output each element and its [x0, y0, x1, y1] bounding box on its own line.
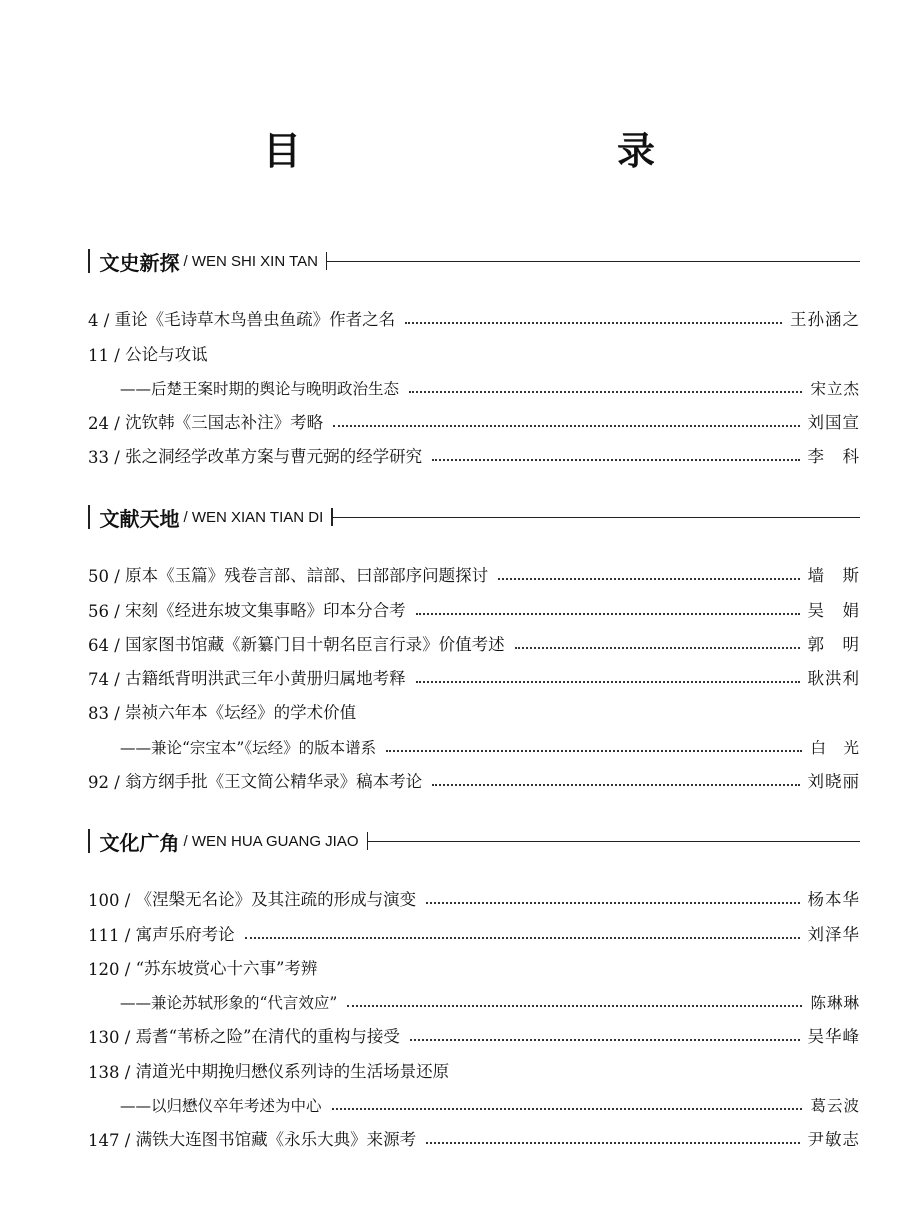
toc-author: 王孙涵之: [790, 310, 860, 330]
toc-subtitle-row: [88, 979, 860, 1013]
toc-separator: /: [109, 704, 126, 724]
toc-entry: [88, 945, 860, 979]
toc-separator: /: [109, 448, 126, 468]
toc-subtitle: ——兼论苏轼形象的“代言效应”: [120, 994, 338, 1013]
toc-author: 宋立杰: [810, 379, 860, 398]
toc-separator: /: [98, 311, 115, 331]
section-title-cn: 文化广角: [99, 830, 180, 855]
toc-entry-title: 宋刻《经进东坡文集事略》印本分合考: [125, 600, 406, 620]
toc-page-number: 138: [88, 1062, 120, 1082]
dot-leader: [416, 681, 800, 683]
toc-subtitle-row: [88, 1082, 860, 1116]
toc-author: 葛云波: [810, 1097, 860, 1116]
section-wen-shi-xin-tan: [88, 246, 860, 467]
toc-page-number: 56: [88, 601, 109, 621]
toc-entry: [88, 1047, 860, 1081]
toc-entry-title: 张之洞经学改革方案与曹元弼的经学研究: [125, 447, 423, 467]
toc-entry: [88, 399, 860, 433]
toc-entry-title: 焉耆“苇桥之险”在清代的重构与接受: [135, 1027, 400, 1047]
page-title: 目 录: [262, 129, 735, 173]
toc-entry: [88, 1116, 860, 1150]
toc-entry: [88, 910, 860, 944]
section-bar-left: [88, 829, 90, 853]
toc-separator: /: [109, 670, 126, 690]
toc-entry: [88, 433, 860, 467]
dot-leader: [432, 459, 799, 461]
dot-leader: [386, 750, 802, 752]
toc-separator: /: [119, 959, 136, 979]
toc-page-number: 130: [88, 1028, 120, 1048]
section-wen-hua-guang-jiao: [88, 826, 860, 1150]
toc-page-number: 92: [88, 773, 109, 793]
dot-leader: [498, 578, 799, 580]
toc-author: 刘国宣: [807, 413, 860, 433]
toc-separator: /: [109, 567, 126, 587]
toc-entry: [88, 1013, 860, 1047]
toc-subtitle-row: [88, 365, 860, 399]
toc-author: 李 科: [807, 447, 860, 467]
toc-entry-title: 寓声乐府考论: [135, 924, 235, 944]
dot-leader: [416, 613, 800, 615]
section-header: [88, 826, 860, 856]
toc-entry: [88, 655, 860, 689]
toc-entry-title: “苏东坡赏心十六事”考辨: [135, 958, 318, 978]
section-title-en: / WEN XIAN TIAN DI: [183, 508, 324, 526]
toc-subtitle-row: [88, 723, 860, 757]
toc-subtitle: ——后楚王案时期的舆论与晚明政治生态: [120, 379, 400, 398]
toc-author: 杨本华: [807, 890, 860, 910]
toc-entry-title: 《涅槃无名论》及其注疏的形成与演变: [135, 890, 417, 910]
toc-separator: /: [109, 414, 126, 434]
toc-entry: [88, 586, 860, 620]
toc-entry-title: 重论《毛诗草木鸟兽虫鱼疏》作者之名: [114, 310, 396, 330]
section-rule: [368, 841, 860, 842]
dot-leader: [332, 1108, 803, 1110]
section-rule: [333, 517, 860, 518]
toc-entry-title: 古籍纸背明洪武三年小黄册归属地考释: [125, 669, 406, 689]
toc-author: 刘晓丽: [807, 772, 860, 792]
dot-leader: [515, 647, 800, 649]
section-title-en: / WEN HUA GUANG JIAO: [183, 832, 359, 850]
toc-separator: /: [109, 773, 126, 793]
toc-author: 陈琳琳: [810, 994, 860, 1013]
toc-page-number: 11: [88, 345, 109, 365]
toc-entry-title: 国家图书馆藏《新纂门目十朝名臣言行录》价值考述: [125, 634, 505, 654]
section-rule: [327, 261, 860, 262]
toc-separator: /: [119, 925, 136, 945]
toc-entry: [88, 296, 860, 330]
dot-leader: [405, 322, 782, 324]
toc-separator: /: [119, 891, 136, 911]
toc-author: 尹敏志: [807, 1130, 860, 1150]
toc-page-number: 147: [88, 1131, 120, 1151]
toc-entry-title: 原本《玉篇》残卷言部、誩部、曰部部序问题探讨: [125, 566, 489, 586]
toc-entry-title: 清道光中期挽归懋仪系列诗的生活场景还原: [135, 1061, 450, 1081]
toc-page-number: 100: [88, 891, 120, 911]
toc-entry: [88, 689, 860, 723]
toc-page-number: 83: [88, 704, 109, 724]
toc-author: 白 光: [810, 738, 860, 757]
toc-entry-title: 沈钦韩《三国志补注》考略: [125, 413, 324, 433]
toc-separator: /: [119, 1062, 136, 1082]
toc-author: 刘泽华: [807, 924, 860, 944]
toc-entry: [88, 876, 860, 910]
dot-leader: [432, 784, 799, 786]
toc-author: 墙 斯: [807, 566, 860, 586]
section-title-cn: 文献天地: [99, 506, 180, 531]
toc-author: 吴华峰: [807, 1027, 860, 1047]
toc-separator: /: [119, 1131, 136, 1151]
toc-author: 耿洪利: [807, 669, 860, 689]
toc-page-number: 111: [88, 925, 120, 945]
section-header: [88, 246, 860, 276]
dot-leader: [426, 902, 799, 904]
toc-page-number: 33: [88, 448, 109, 468]
dot-leader: [409, 391, 802, 393]
toc-author: 郭 明: [807, 634, 860, 654]
toc-page-number: 50: [88, 567, 109, 587]
toc-separator: /: [109, 635, 126, 655]
dot-leader: [410, 1039, 800, 1041]
toc-entry-title: 满铁大连图书馆藏《永乐大典》来源考: [135, 1130, 417, 1150]
toc-entry: [88, 758, 860, 792]
toc-entry-title: 公论与攻诋: [125, 344, 208, 364]
section-title-cn: 文史新探: [99, 250, 180, 275]
toc-separator: /: [109, 601, 126, 621]
toc-subtitle: ——兼论“宗宝本”《坛经》的版本谱系: [120, 738, 377, 757]
toc-separator: /: [109, 345, 126, 365]
section-header: [88, 502, 860, 532]
toc-subtitle: ——以归懋仪卒年考述为中心: [120, 1097, 322, 1116]
toc-entry-title: 崇祯六年本《坛经》的学术价值: [125, 703, 357, 723]
toc-page-number: 24: [88, 414, 109, 434]
dot-leader: [347, 1005, 802, 1007]
toc-entry-title: 翁方纲手批《王文简公精华录》稿本考论: [125, 772, 423, 792]
toc-entry: [88, 330, 860, 364]
toc-entry: [88, 621, 860, 655]
toc-page-number: 4: [88, 311, 99, 331]
toc-page-number: 74: [88, 670, 109, 690]
section-title-en: / WEN SHI XIN TAN: [183, 252, 318, 270]
dot-leader: [245, 937, 800, 939]
toc-page-number: 64: [88, 635, 109, 655]
toc-entry: [88, 552, 860, 586]
section-wen-xian-tian-di: [88, 502, 860, 792]
dot-leader: [333, 425, 799, 427]
section-bar-left: [88, 505, 90, 529]
toc-separator: /: [119, 1028, 136, 1048]
toc-author: 吴 娟: [807, 600, 860, 620]
toc-page-number: 120: [88, 959, 120, 979]
section-bar-left: [88, 249, 90, 273]
dot-leader: [426, 1142, 799, 1144]
